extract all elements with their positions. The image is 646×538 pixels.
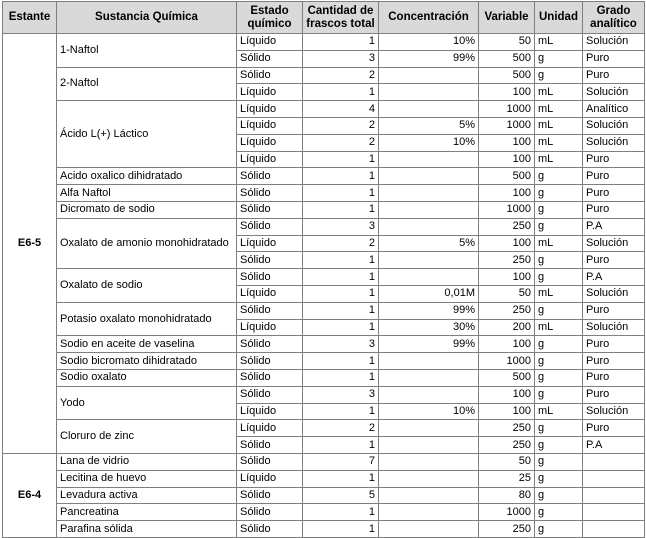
substance-name: Yodo (57, 386, 237, 420)
table-row (3, 504, 645, 521)
unit-cell: mL (535, 319, 583, 336)
grade-cell: P.A (583, 269, 645, 286)
state-cell: Sólido (237, 218, 303, 235)
header-variable: Variable (479, 2, 535, 34)
grade-cell: Puro (583, 420, 645, 437)
grade-cell: Solución (583, 134, 645, 151)
concentration-cell (379, 168, 479, 185)
unit-cell: g (535, 185, 583, 202)
count-cell: 1 (303, 168, 379, 185)
state-cell: Sólido (237, 437, 303, 454)
count-cell: 3 (303, 386, 379, 403)
unit-cell: mL (535, 134, 583, 151)
substance-name: Acido oxalico dihidratado (57, 168, 237, 185)
shelf-cell: E6-4 (3, 453, 57, 537)
count-cell: 2 (303, 235, 379, 252)
grade-cell: Solución (583, 285, 645, 302)
unit-cell: g (535, 269, 583, 286)
unit-cell: g (535, 168, 583, 185)
unit-cell: mL (535, 285, 583, 302)
substance-name: Alfa Naftol (57, 185, 237, 202)
table-row (3, 269, 645, 286)
concentration-cell (379, 437, 479, 454)
table-row (3, 386, 645, 403)
table-row (3, 521, 645, 538)
count-cell: 1 (303, 285, 379, 302)
grade-cell: Puro (583, 67, 645, 84)
variable-cell: 500 (479, 369, 535, 386)
concentration-cell (379, 504, 479, 521)
variable-cell: 100 (479, 185, 535, 202)
unit-cell: g (535, 201, 583, 218)
state-cell: Líquido (237, 101, 303, 118)
unit-cell: g (535, 521, 583, 538)
state-cell: Sólido (237, 521, 303, 538)
count-cell: 2 (303, 117, 379, 134)
state-cell: Líquido (237, 319, 303, 336)
variable-cell: 250 (479, 218, 535, 235)
substance-name: Lana de vidrio (57, 453, 237, 470)
unit-cell: g (535, 218, 583, 235)
inventory-table-container (2, 1, 645, 538)
unit-cell: g (535, 453, 583, 470)
concentration-cell: 99% (379, 302, 479, 319)
concentration-cell (379, 201, 479, 218)
header-substance: Sustancia Química (57, 2, 237, 34)
concentration-cell: 10% (379, 34, 479, 51)
variable-cell: 100 (479, 84, 535, 101)
count-cell: 1 (303, 34, 379, 51)
grade-cell (583, 504, 645, 521)
state-cell: Sólido (237, 67, 303, 84)
variable-cell: 250 (479, 521, 535, 538)
table-row (3, 336, 645, 353)
substance-name: Sodio oxalato (57, 369, 237, 386)
variable-cell: 1000 (479, 504, 535, 521)
state-cell: Sólido (237, 453, 303, 470)
count-cell: 2 (303, 420, 379, 437)
grade-cell: Puro (583, 386, 645, 403)
state-cell: Líquido (237, 285, 303, 302)
concentration-cell (379, 269, 479, 286)
unit-cell: mL (535, 235, 583, 252)
variable-cell: 1000 (479, 101, 535, 118)
variable-cell: 250 (479, 302, 535, 319)
table-row (3, 185, 645, 202)
header-row (3, 2, 645, 34)
grade-cell: Puro (583, 201, 645, 218)
unit-cell: g (535, 487, 583, 504)
header-unit: Unidad (535, 2, 583, 34)
substance-name: Sodio bicromato dihidratado (57, 353, 237, 370)
table-row (3, 67, 645, 84)
grade-cell: Solución (583, 403, 645, 420)
concentration-cell (379, 453, 479, 470)
unit-cell: g (535, 470, 583, 487)
grade-cell: Puro (583, 336, 645, 353)
unit-cell: mL (535, 101, 583, 118)
table-row (3, 470, 645, 487)
grade-cell: Analítico (583, 101, 645, 118)
unit-cell: g (535, 67, 583, 84)
concentration-cell (379, 369, 479, 386)
table-row (3, 369, 645, 386)
table-row (3, 101, 645, 118)
concentration-cell (379, 84, 479, 101)
count-cell: 1 (303, 403, 379, 420)
concentration-cell (379, 386, 479, 403)
substance-name: Ácido L(+) Láctico (57, 101, 237, 168)
concentration-cell (379, 353, 479, 370)
table-row (3, 353, 645, 370)
variable-cell: 250 (479, 252, 535, 269)
grade-cell: P.A (583, 437, 645, 454)
state-cell: Sólido (237, 504, 303, 521)
grade-cell: Puro (583, 252, 645, 269)
unit-cell: g (535, 420, 583, 437)
substance-name: Parafina sólida (57, 521, 237, 538)
header-shelf: Estante (3, 2, 57, 34)
concentration-cell (379, 185, 479, 202)
variable-cell: 500 (479, 168, 535, 185)
unit-cell: mL (535, 151, 583, 168)
unit-cell: mL (535, 84, 583, 101)
count-cell: 1 (303, 437, 379, 454)
state-cell: Sólido (237, 487, 303, 504)
count-cell: 1 (303, 252, 379, 269)
header-state: Estado químico (237, 2, 303, 34)
state-cell: Sólido (237, 369, 303, 386)
concentration-cell: 99% (379, 336, 479, 353)
concentration-cell (379, 67, 479, 84)
concentration-cell: 0,01M (379, 285, 479, 302)
concentration-cell (379, 252, 479, 269)
variable-cell: 100 (479, 403, 535, 420)
concentration-cell: 5% (379, 235, 479, 252)
grade-cell (583, 521, 645, 538)
variable-cell: 50 (479, 34, 535, 51)
unit-cell: g (535, 252, 583, 269)
count-cell: 1 (303, 521, 379, 538)
count-cell: 3 (303, 336, 379, 353)
state-cell: Líquido (237, 117, 303, 134)
unit-cell: g (535, 50, 583, 67)
state-cell: Líquido (237, 84, 303, 101)
state-cell: Líquido (237, 235, 303, 252)
table-row (3, 453, 645, 470)
concentration-cell (379, 151, 479, 168)
table-row (3, 302, 645, 319)
grade-cell: Solución (583, 84, 645, 101)
table-row (3, 487, 645, 504)
count-cell: 1 (303, 302, 379, 319)
shelf-cell: E6-5 (3, 34, 57, 454)
grade-cell: Puro (583, 185, 645, 202)
grade-cell: Solución (583, 319, 645, 336)
count-cell: 2 (303, 134, 379, 151)
state-cell: Sólido (237, 252, 303, 269)
table-row (3, 420, 645, 437)
count-cell: 5 (303, 487, 379, 504)
substance-name: Pancreatina (57, 504, 237, 521)
count-cell: 1 (303, 470, 379, 487)
table-row (3, 201, 645, 218)
variable-cell: 200 (479, 319, 535, 336)
substance-name: Potasio oxalato monohidratado (57, 302, 237, 336)
substance-name: Oxalato de sodio (57, 269, 237, 303)
concentration-cell: 5% (379, 117, 479, 134)
count-cell: 1 (303, 319, 379, 336)
state-cell: Sólido (237, 353, 303, 370)
unit-cell: g (535, 336, 583, 353)
grade-cell: Puro (583, 50, 645, 67)
variable-cell: 1000 (479, 353, 535, 370)
unit-cell: g (535, 437, 583, 454)
state-cell: Sólido (237, 201, 303, 218)
count-cell: 3 (303, 50, 379, 67)
count-cell: 1 (303, 84, 379, 101)
substance-name: 2-Naftol (57, 67, 237, 101)
variable-cell: 50 (479, 285, 535, 302)
count-cell: 1 (303, 269, 379, 286)
variable-cell: 250 (479, 420, 535, 437)
grade-cell (583, 453, 645, 470)
concentration-cell (379, 420, 479, 437)
state-cell: Líquido (237, 403, 303, 420)
variable-cell: 100 (479, 151, 535, 168)
concentration-cell (379, 521, 479, 538)
unit-cell: mL (535, 117, 583, 134)
unit-cell: g (535, 386, 583, 403)
concentration-cell (379, 470, 479, 487)
grade-cell: Puro (583, 151, 645, 168)
count-cell: 1 (303, 185, 379, 202)
unit-cell: g (535, 302, 583, 319)
state-cell: Sólido (237, 336, 303, 353)
table-row (3, 34, 645, 51)
variable-cell: 250 (479, 437, 535, 454)
substance-name: Cloruro de zinc (57, 420, 237, 454)
variable-cell: 50 (479, 453, 535, 470)
concentration-cell (379, 487, 479, 504)
unit-cell: g (535, 369, 583, 386)
state-cell: Sólido (237, 302, 303, 319)
state-cell: Sólido (237, 168, 303, 185)
grade-cell: P.A (583, 218, 645, 235)
grade-cell: Puro (583, 168, 645, 185)
concentration-cell: 30% (379, 319, 479, 336)
unit-cell: mL (535, 403, 583, 420)
table-row (3, 168, 645, 185)
substance-name: Levadura activa (57, 487, 237, 504)
count-cell: 1 (303, 151, 379, 168)
header-grade: Grado analítico (583, 2, 645, 34)
grade-cell: Puro (583, 353, 645, 370)
grade-cell: Puro (583, 369, 645, 386)
concentration-cell: 10% (379, 403, 479, 420)
grade-cell: Puro (583, 302, 645, 319)
state-cell: Líquido (237, 420, 303, 437)
variable-cell: 100 (479, 235, 535, 252)
grade-cell: Solución (583, 117, 645, 134)
count-cell: 7 (303, 453, 379, 470)
variable-cell: 100 (479, 336, 535, 353)
count-cell: 1 (303, 369, 379, 386)
header-concentration: Concentración (379, 2, 479, 34)
header-count: Cantidad de frascos total (303, 2, 379, 34)
unit-cell: mL (535, 34, 583, 51)
grade-cell (583, 487, 645, 504)
state-cell: Líquido (237, 151, 303, 168)
count-cell: 1 (303, 201, 379, 218)
count-cell: 2 (303, 67, 379, 84)
inventory-table (2, 1, 645, 538)
state-cell: Sólido (237, 386, 303, 403)
count-cell: 4 (303, 101, 379, 118)
variable-cell: 500 (479, 67, 535, 84)
variable-cell: 1000 (479, 117, 535, 134)
variable-cell: 500 (479, 50, 535, 67)
substance-name: Sodio en aceite de vaselina (57, 336, 237, 353)
variable-cell: 25 (479, 470, 535, 487)
count-cell: 1 (303, 353, 379, 370)
table-row (3, 218, 645, 235)
substance-name: Dicromato de sodio (57, 201, 237, 218)
unit-cell: g (535, 504, 583, 521)
grade-cell: Solución (583, 34, 645, 51)
concentration-cell: 99% (379, 50, 479, 67)
grade-cell: Solución (583, 235, 645, 252)
inventory-body (3, 34, 645, 538)
concentration-cell (379, 218, 479, 235)
substance-name: 1-Naftol (57, 34, 237, 68)
concentration-cell (379, 101, 479, 118)
concentration-cell: 10% (379, 134, 479, 151)
variable-cell: 100 (479, 386, 535, 403)
state-cell: Sólido (237, 50, 303, 67)
substance-name: Lecitina de huevo (57, 470, 237, 487)
state-cell: Líquido (237, 470, 303, 487)
state-cell: Sólido (237, 185, 303, 202)
state-cell: Sólido (237, 269, 303, 286)
variable-cell: 100 (479, 269, 535, 286)
count-cell: 1 (303, 504, 379, 521)
grade-cell (583, 470, 645, 487)
state-cell: Líquido (237, 34, 303, 51)
variable-cell: 100 (479, 134, 535, 151)
variable-cell: 1000 (479, 201, 535, 218)
state-cell: Líquido (237, 134, 303, 151)
count-cell: 3 (303, 218, 379, 235)
unit-cell: g (535, 353, 583, 370)
substance-name: Oxalato de amonio monohidratado (57, 218, 237, 268)
variable-cell: 80 (479, 487, 535, 504)
